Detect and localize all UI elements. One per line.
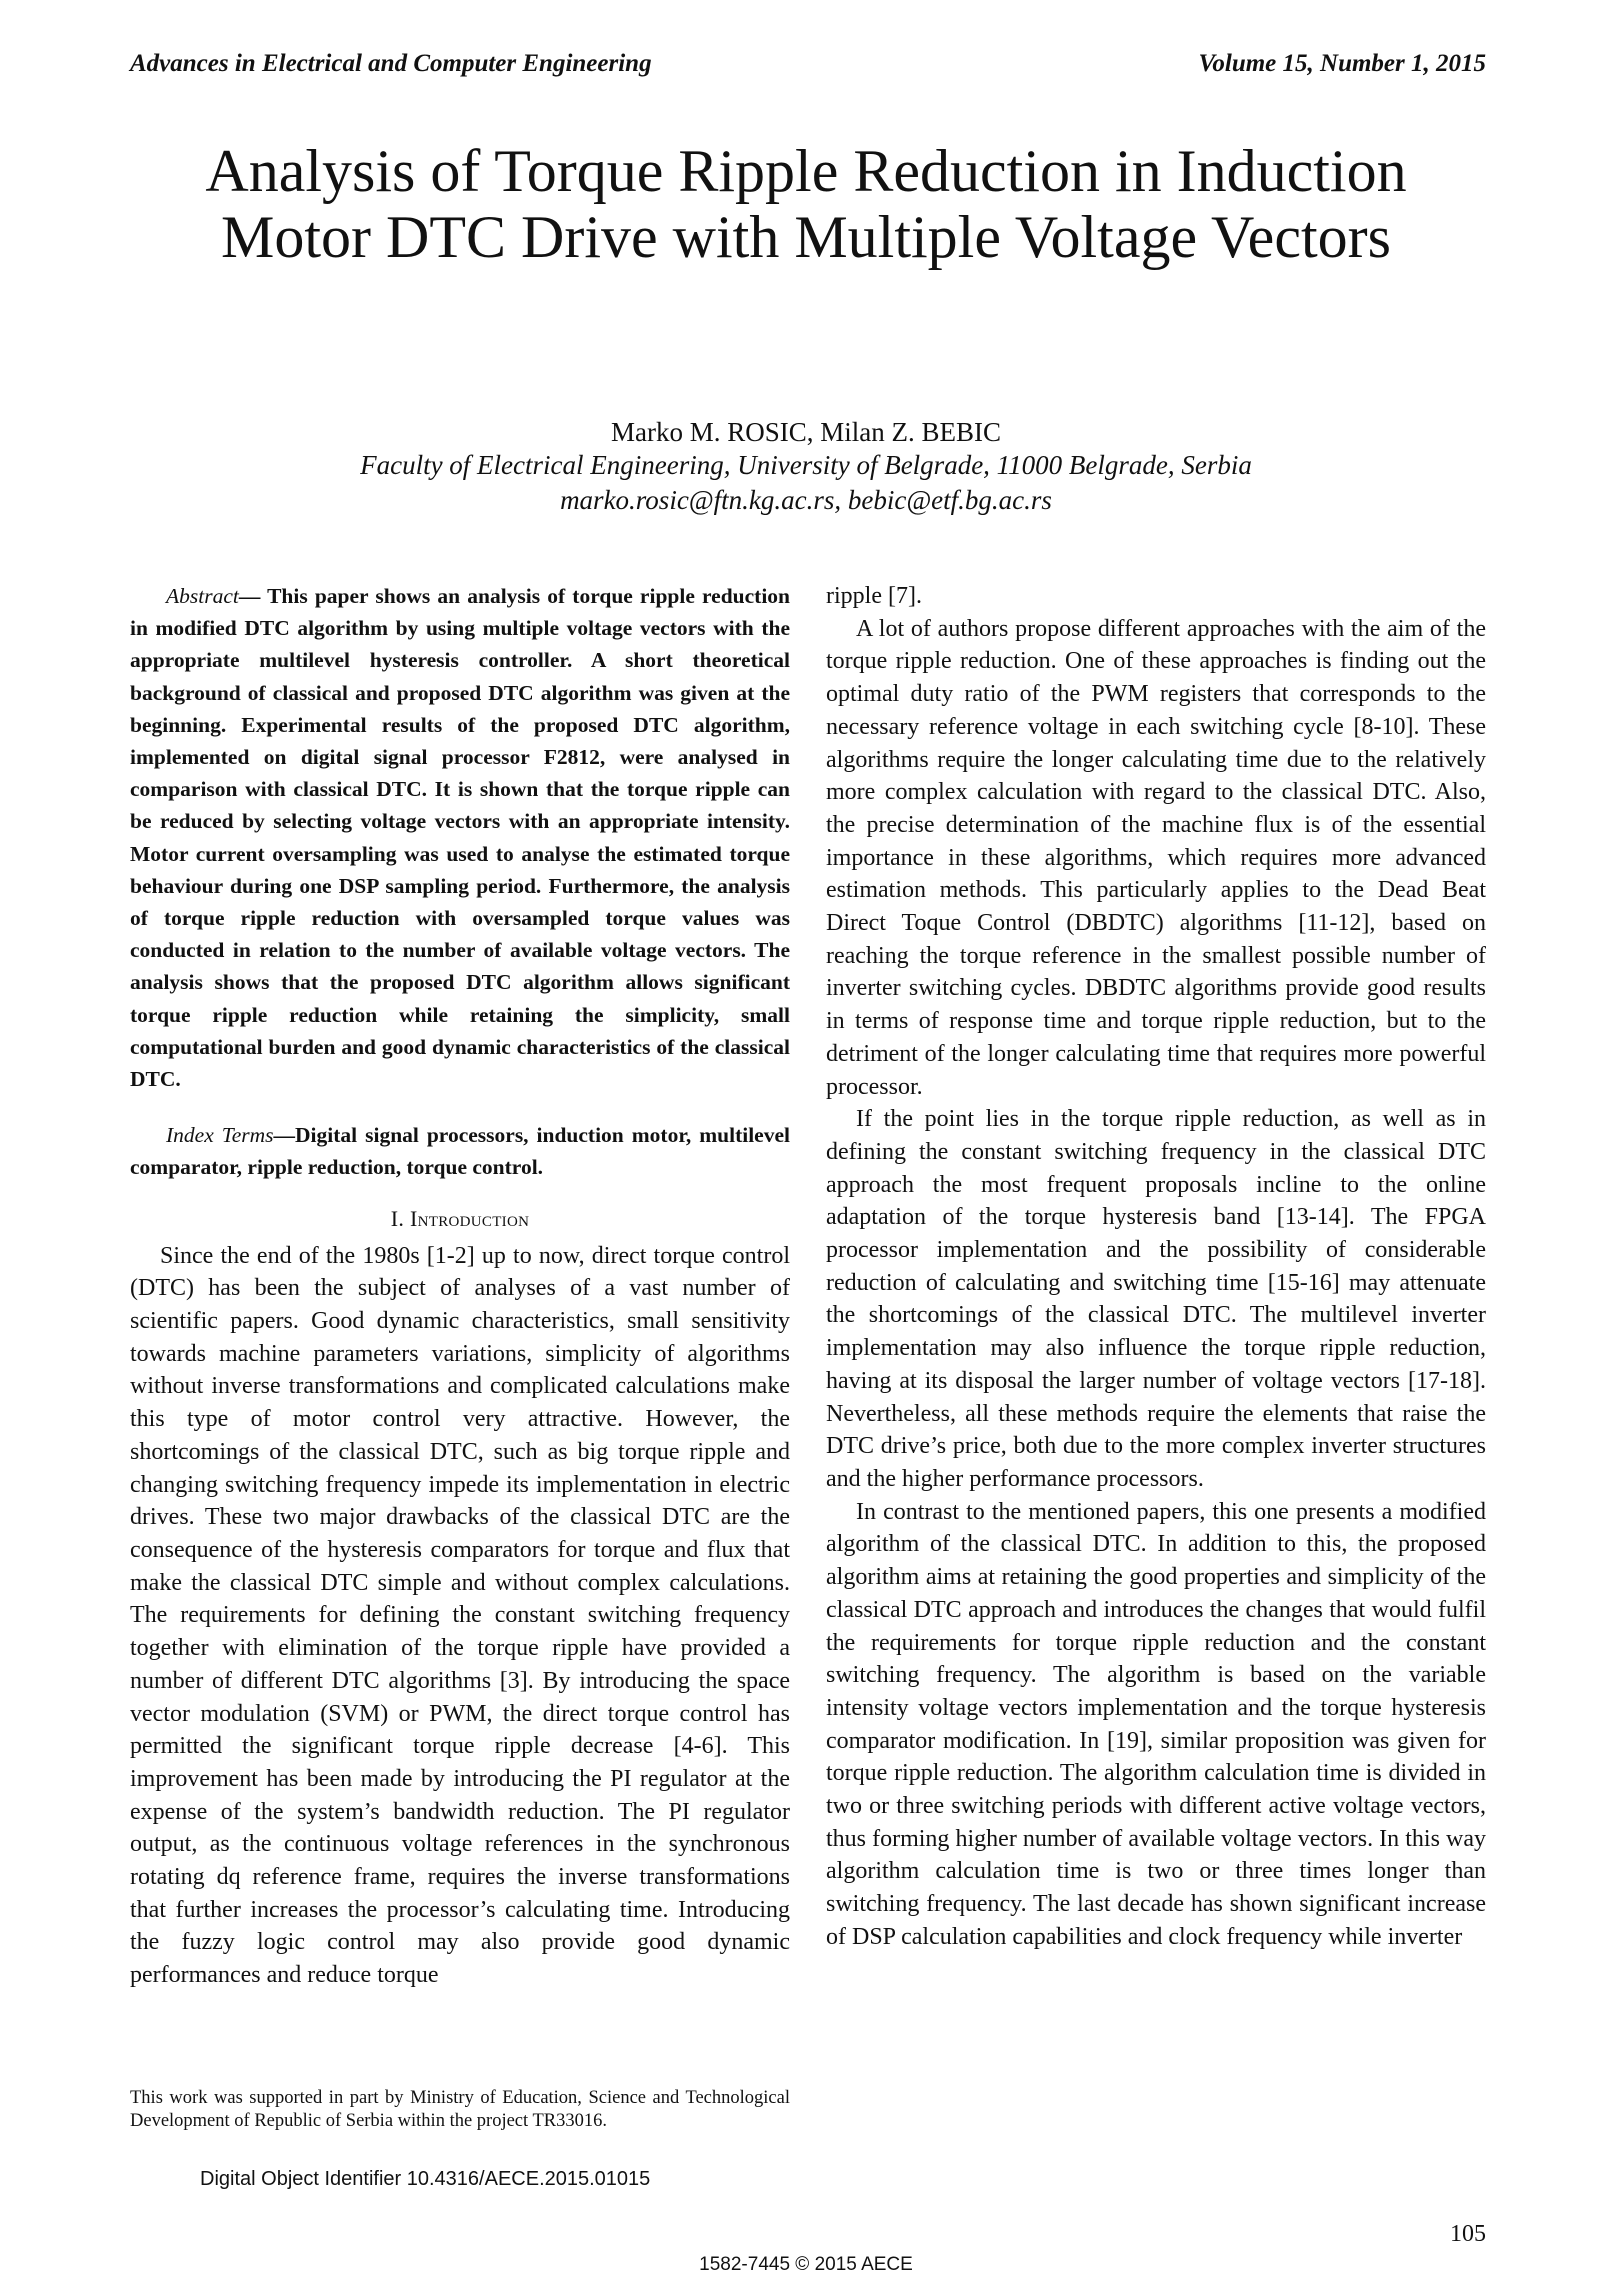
paragraph: If the point lies in the torque ripple reduction, as well as in defining the constant switching frequency in the classical DTC approach the most frequent proposals incline to the online adaptation of the torque hysteresis band [13-14]. The FPGA processor implementation and the possibility of considerable reduction of calculating and switching time [15-16] may attenuate the shortcomings of the classical DTC. The multilevel inverter implementation may also influence the torque ripple reduction, having at its disposal the larger number of voltage vectors [17-18]. Nevertheless, all these methods require the elements that raise the DTC drive’s price, both due to the more complex inverter structures and the higher performance processors. [826,1106,1486,1492]
funding-footnote: This work was supported in part by Ministry of Education, Science and Technological Development of Republic of Serbia within the project TR33016. [130,2088,790,2131]
page-number: 105 [1450,2221,1486,2247]
section-number: I. [390,1205,410,1231]
journal-name: Advances in Electrical and Computer Engineering [130,50,652,77]
doi: Digital Object Identifier 10.4316/AECE.2015.01015 [200,2168,651,2190]
intro-paragraph-left: Since the end of the 1980s [1-2] up to now, direct torque control (DTC) has been the subject of analyses of a vast number of scientific papers. Good dynamic characteristics, small sensitivity towards machine parameters variations, simplicity of algorithms without inverse transformations and complicated calculations make this type of motor control very attractive. However, the shortcomings of the classical DTC, such as big torque ripple and changing switching frequency impede its implementation in electric drives. These two major drawbacks of the classical DTC are the consequence of the hysteresis comparators for torque and flux that make the classical DTC simple and without complex calculations. The requirements for defining the constant switching frequency together with elimination of the torque ripple have provided a number of different DTC algorithms [3]. By introducing the space vector modulation (SVM) or PWM, the direct torque control has permitted the significant torque ripple decrease [4-6]. This improvement has been made by introducing the PI regulator at the expense of the system’s bandwidth reduction. The PI regulator output, as the continuous voltage references in the synchronous rotating dq reference frame, requires the inverse transformations that further increases the processor’s calculating time. Introducing the fuzzy logic control may also provide good dynamic performances and reduce torque [130,1242,790,1989]
volume-info: Volume 15, Number 1, 2015 [1198,50,1486,77]
abstract-lead: Abstract [166,584,239,608]
paragraph-continuation: ripple [7]. [826,583,922,609]
authors: Marko M. ROSIC, Milan Z. BEBIC [610,417,1001,447]
paper-title: Analysis of Torque Ripple Reduction in Induction Motor DTC Drive with Multiple Voltage Vectors [205,138,1407,270]
right-column [826,580,1486,1954]
section-title: Introduction [409,1205,530,1231]
index-terms [130,1119,790,1183]
copyright: 1582-7445 © 2015 AECE [699,2254,913,2275]
abstract [130,580,790,1095]
paragraph: A lot of authors propose different approaches with the aim of the torque ripple reduction. One of these approaches is finding out the optimal duty ratio of the PWM registers that corresponds to the necessary reference voltage in each switching cycle [8-10]. These algorithms require the longer calculating time due to the relatively more complex calculation with regard to the classical DTC. Also, the precise determination of the machine flux is of the essential importance in these algorithms, which requires more advanced estimation methods. This particularly applies to the Dead Beat Direct Toque Control (DBDTC) algorithms [11-12], based on reaching the torque reference in the smallest possible number of inverter switching cycles. DBDTC algorithms provide good results in terms of response time and torque ripple reduction, but to the detriment of the longer calculating time that requires more powerful processor. [826,615,1486,1100]
section-heading-introduction [130,1206,790,1232]
index-terms-text: —Digital signal processors, induction motor, multilevel comparator, ripple reduction, torque control. [130,1123,790,1180]
index-terms-lead: Index Terms [166,1123,274,1148]
paragraph: In contrast to the mentioned papers, this one presents a modified algorithm of the classical DTC. In addition to this, the proposed algorithm aims at retaining the good properties and simplicity of the classical DTC approach and introduces the changes that would fulfil the requirements for torque ripple reduction and the constant switching frequency. The algorithm is based on the variable intensity voltage vectors implementation and the torque hysteresis comparator modification. In [19], similar proposition was given for torque ripple reduction. The algorithm calculation time is divided in two or three switching periods with different active voltage vectors, thus forming higher number of available voltage vectors. In this way algorithm calculation time is two or three times longer than switching frequency. The last decade has shown significant increase of DSP calculation capabilities and clock frequency while inverter [826,1498,1486,1950]
left-column [130,580,790,1992]
abstract-text: — This paper shows an analysis of torque ripple reduction in modified DTC algorithm by using multiple voltage vectors with the appropriate multilevel hysteresis controller. A short theoretical background of classical and proposed DTC algorithm was given at the beginning. Experimental results of the proposed DTC algorithm, implemented on digital signal processor F2812, were analysed in comparison with classical DTC. It is shown that the torque ripple can be reduced by selecting voltage vectors with an appropriate intensity. Motor current oversampling was used to analyse the estimated torque behaviour during one DSP sampling period. Furthermore, the analysis of torque ripple reduction with oversampled torque values was conducted in relation to the number of available voltage vectors. The analysis shows that the proposed DTC algorithm allows significant torque ripple reduction while retaining the simplicity, small computational burden and good dynamic characteristics of the classical DTC. [130,584,790,1092]
author-emails: marko.rosic@ftn.kg.ac.rs, bebic@etf.bg.ac.rs [560,485,1052,515]
affiliation: Faculty of Electrical Engineering, University of Belgrade, 11000 Belgrade, Serbia [360,450,1252,480]
